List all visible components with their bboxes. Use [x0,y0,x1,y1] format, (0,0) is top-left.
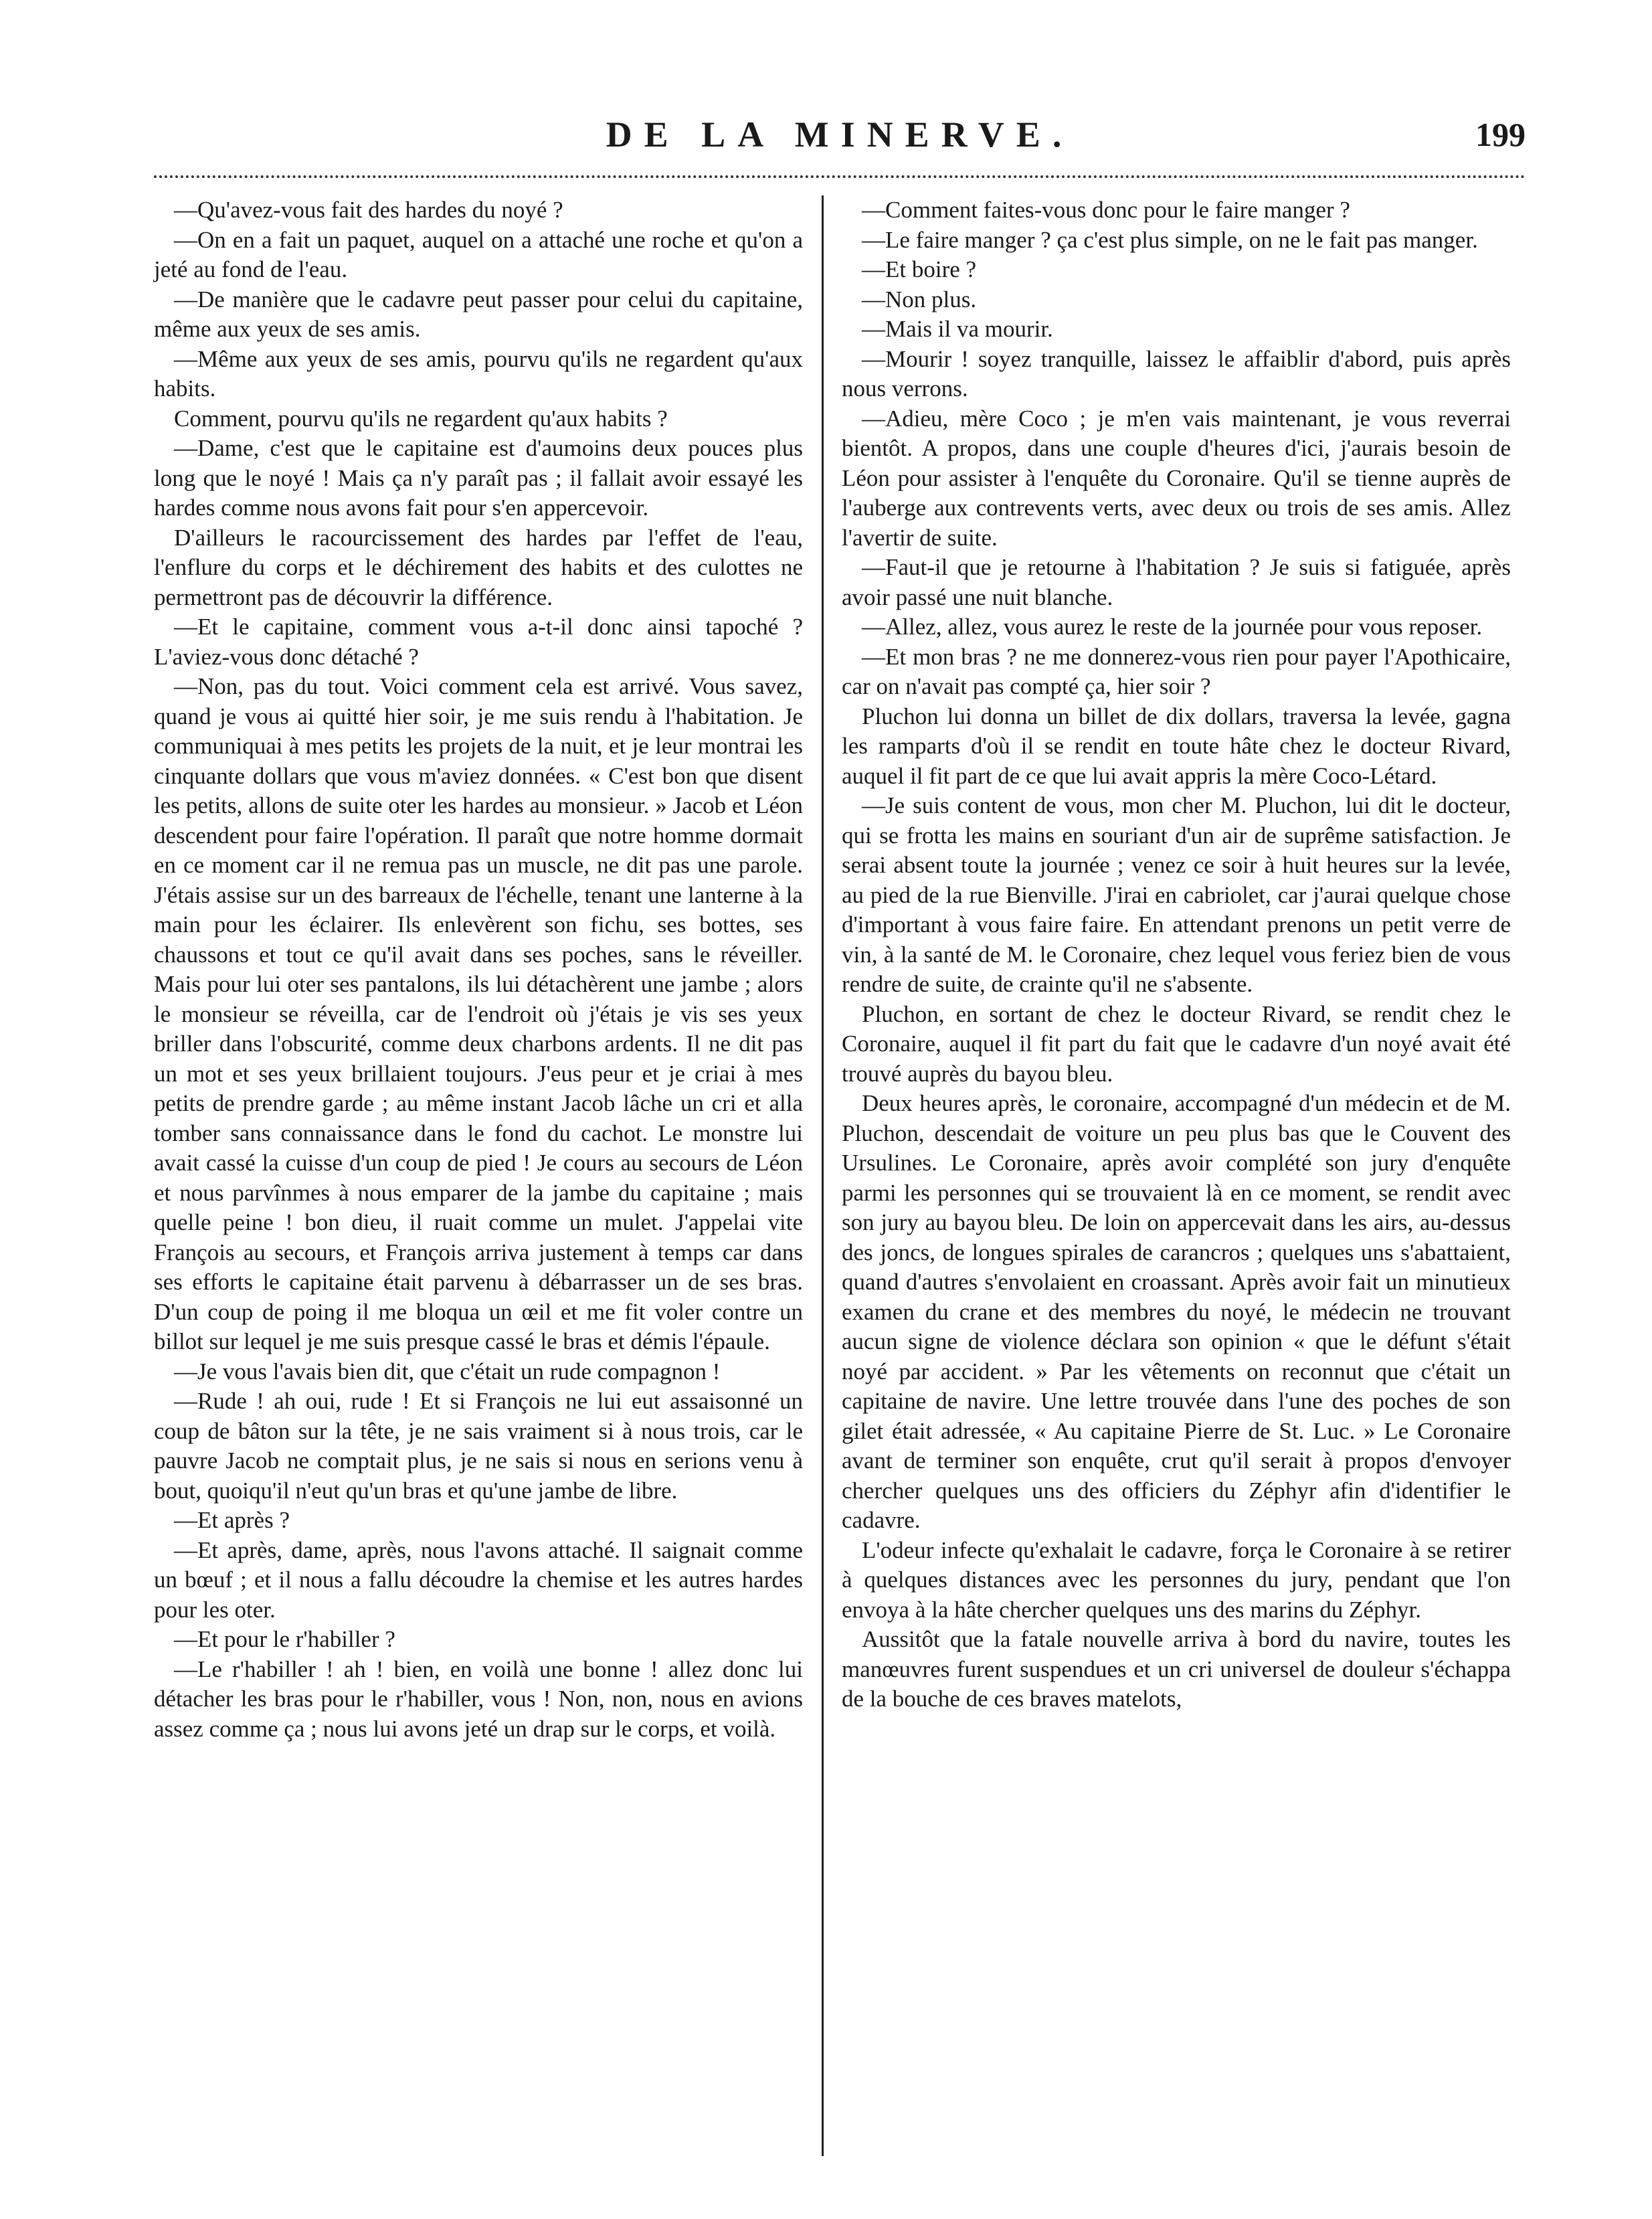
paragraph: —Dame, c'est que le capitaine est d'aumoins deux pouces plus long que le noyé ! Mais ça n'y paraît pas ; il fallait avoir essayé les hardes comme nous avons fait pour s'en appercevoir. [154,435,803,521]
paragraph: —Mourir ! soyez tranquille, laissez le affaiblir d'abord, puis après nous verrons. [842,345,1511,402]
paragraph: —Rude ! ah oui, rude ! Et si François ne lui eut assaisonné un coup de bâton sur la tête, je ne sais vraiment si à nous trois, car le pauvre Jacob ne comptait plus, je ne sais si nous en serions venu à bout, quoiqu'il n'eut qu'un bras et qu'une jambe de libre. [154,1388,803,1504]
paragraph: —Et le capitaine, comment vous a-t-il donc ainsi tapoché ? L'aviez-vous donc détaché ? [154,614,803,670]
page-number: 199 [1475,116,1526,153]
paragraph: —De manière que le cadavre peut passer pour celui du capitaine, même aux yeux de ses amis. [154,286,803,342]
paragraph: —Allez, allez, vous aurez le reste de la journée pour vous reposer. [862,614,1483,640]
column-divider [822,195,824,2156]
right-column [842,195,1511,1714]
paragraph: —Non, pas du tout. Voici comment cela est arrivé. Vous savez, quand je vous ai quitté hier soir, je me suis rendu à l'habitation. Je communiquai à mes petits les projets de la nuit, et je leur montrai les cinquante dollars que vous m'aviez données. « C'est bon que disent les petits, allons de suite oter les hardes au monsieur. » Jacob et Léon descendent pour faire l'opération. Il paraît que notre homme dormait en ce moment car il ne remua pas un muscle, ne dit pas une parole. J'étais assise sur un des barreaux de l'échelle, tenant une lanterne à la main pour les éclairer. Ils enlevèrent son fichu, ses bottes, ses chaussons et tout ce qu'il avait dans ses poches, sans le réveiller. Mais pour lui oter ses pantalons, ils lui détachèrent une jambe ; alors le monsieur se réveilla, car de l'endroit où j'étais je vis ses yeux briller dans l'obscurité, comme deux charbons ardents. Il ne dit pas un mot et ses yeux brillaient toujours. J'eus peur et je criai à mes petits de prendre garde ; au même instant Jacob lâche un cri et alla tomber sans connaissance dans le fond du cachot. Le monstre lui avait cassé la cuisse d'un coup de pied ! Je cours au secours de Léon et nous parvînmes à nous emparer de la jambe du capitaine ; mais quelle peine ! bon dieu, il ruait comme un mulet. J'appelai vite François au secours, et François arriva justement à temps car dans ses efforts le capitaine était parvenu à débarrasser un de ses bras. D'un coup de poing il me bloqua un œil et me fit voler contre un billot sur lequel je me suis presque cassé le bras et démis l'épaule. [154,673,803,1354]
paragraph: —Le faire manger ? ça c'est plus simple, on ne le fait pas manger. [862,226,1478,253]
paragraph: Pluchon lui donna un billet de dix dollars, traversa la levée, gagna les ramparts d'où il se rendit en toute hâte chez le docteur Rivard, auquel il fit part de ce que lui avait appris la mère Coco-Létard. [842,703,1511,789]
paragraph: —On en a fait un paquet, auquel on a attaché une roche et qu'on a jeté au fond de l'eau. [154,226,803,282]
paragraph: —Mais il va mourir. [862,316,1053,342]
paragraph: —Et boire ? [862,256,977,282]
running-title: DE LA MINERVE. [606,114,1074,155]
paragraph: —Et pour le r'habiller ? [174,1626,395,1652]
header-rule [154,175,1526,178]
paragraph: Deux heures après, le coronaire, accompagné d'un médecin et de M. Pluchon, descendait de voiture un peu plus bas que le Couvent des Ursulines. Le Coronaire, après avoir complété son jury d'enquête parmi les personnes qui se trouvaient là en ce moment, se rendit avec son jury au bayou bleu. De loin on appercevait dans les airs, au-dessus des joncs, de longues spirales de carancros ; quelques uns s'abattaient, quand d'autres s'envolaient en croassant. Après avoir fait un minutieux examen du crane et des membres du noyé, le médecin ne trouvant aucun signe de violence déclara son opinion « que le défunt s'était noyé par accident. » Par les vêtements on reconnut que c'était un capitaine de navire. Une lettre trouvée dans l'une des poches de son gilet était adressée, « Au capitaine Pierre de St. Luc. » Le Coronaire avant de terminer son enquête, crut qu'il serait à propos d'envoyer chercher quelques uns des officiers du Zéphyr afin d'identifier le cadavre. [842,1090,1511,1533]
paragraph: —Et mon bras ? ne me donnerez-vous rien pour payer l'Apothicaire, car on n'avait pas compté ça, hier soir ? [842,643,1511,699]
paragraph: —Et après ? [174,1507,290,1533]
paragraph: —Et après, dame, après, nous l'avons attaché. Il saignait comme un bœuf ; et il nous a fallu découdre la chemise et les autres hardes pour les oter. [154,1536,803,1623]
paragraph: —Le r'habiller ! ah ! bien, en voilà une bonne ! allez donc lui détacher les bras pour le r'habiller, vous ! Non, non, nous en avions assez comme ça ; nous lui avons jeté un drap sur le corps, et voilà. [154,1656,803,1742]
paragraph: —Qu'avez-vous fait des hardes du noyé ? [174,197,563,223]
paragraph: D'ailleurs le racourcissement des hardes par l'effet de l'eau, l'enflure du corps et le déchirement des habits et des culottes ne permettront pas de découvrir la différence. [154,524,803,610]
paragraph: —Je suis content de vous, mon cher M. Pluchon, lui dit le docteur, qui se frotta les mains en souriant d'un air de suprême satisfaction. Je serai absent toute la journée ; venez ce soir à huit heures sur la levée, au pied de la rue Bienville. J'irai en cabriolet, car j'aurai quelque chose d'important à vous faire faire. En attendant prenons un petit verre de vin, à la santé de M. le Coronaire, chez lequel vous feriez bien de vous rendre de suite, de crainte qu'il ne s'absente. [842,792,1511,997]
paragraph: —Adieu, mère Coco ; je m'en vais maintenant, je vous reverrai bientôt. A propos, dans une couple d'heures d'ici, j'aurais besoin de Léon pour assister à l'enquête du Coronaire. Qu'il se tienne auprès de l'auberge aux contrevents verts, avec deux ou trois de ses amis. Allez l'avertir de suite. [842,405,1511,551]
paragraph: —Faut-il que je retourne à l'habitation ? Je suis si fatiguée, après avoir passé une nuit blanche. [842,554,1511,610]
paragraph: —Je vous l'avais bien dit, que c'était un rude compagnon ! [174,1358,721,1385]
left-column [154,195,803,1744]
paragraph: Aussitôt que la fatale nouvelle arriva à bord du navire, toutes les manœuvres furent suspendues et un cri universel de douleur s'échappa de la bouche de ces braves matelots, [842,1626,1511,1712]
paragraph: —Non plus. [862,286,977,313]
paragraph: Comment, pourvu qu'ils ne regardent qu'aux habits ? [174,405,668,432]
paragraph: L'odeur infecte qu'exhalait le cadavre, força le Coronaire à se retirer à quelques distances avec les personnes du jury, pendant que l'on envoya à la hâte chercher quelques uns des marins du Zéphyr. [842,1536,1511,1623]
paragraph: Pluchon, en sortant de chez le docteur Rivard, se rendit chez le Coronaire, auquel il fit part du fait que le cadavre d'un noyé avait été trouvé auprès du bayou bleu. [842,1000,1511,1087]
page-header [154,114,1526,167]
paragraph: —Comment faites-vous donc pour le faire manger ? [862,197,1350,223]
paragraph: —Même aux yeux de ses amis, pourvu qu'ils ne regardent qu'aux habits. [154,345,803,402]
